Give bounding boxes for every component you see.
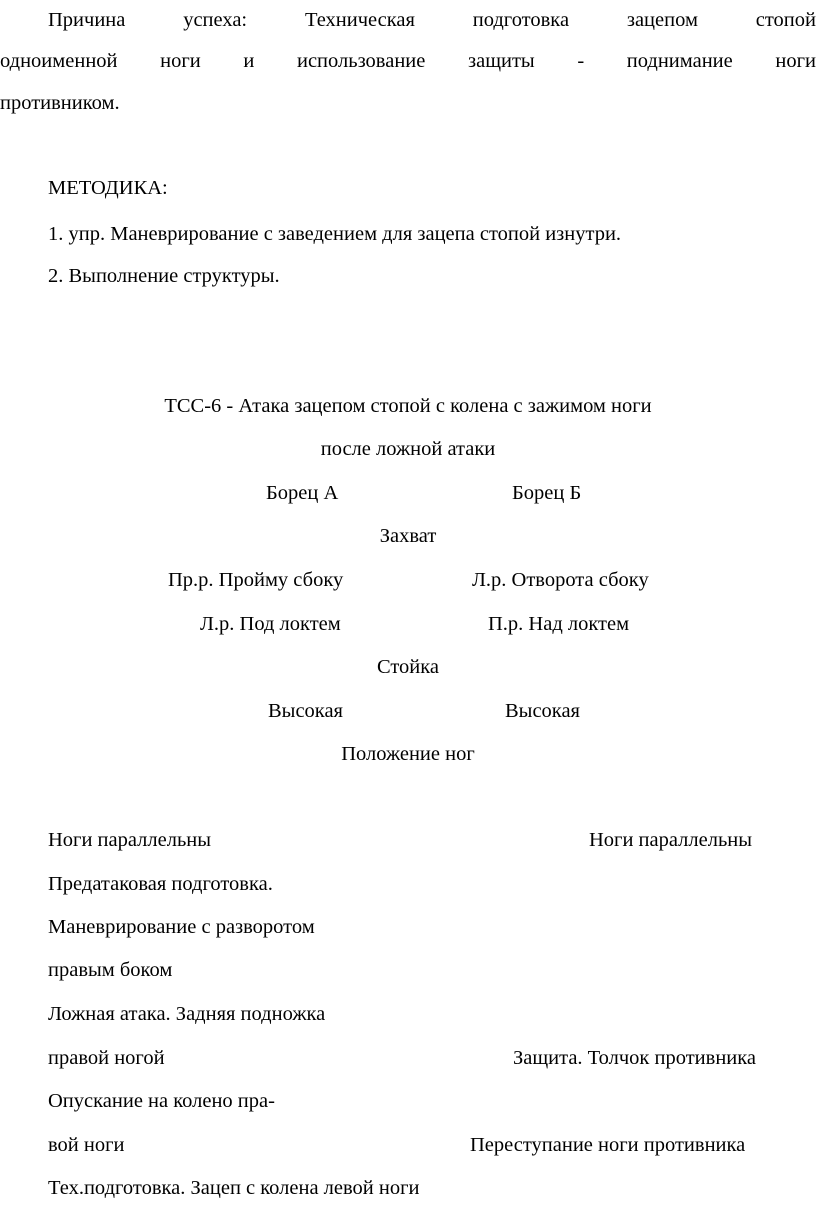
grip-b-right-hand: П.р. Над локтем	[488, 613, 630, 635]
feet-b: Ноги параллельны	[589, 829, 753, 851]
intro-line-3: противником.	[0, 92, 120, 114]
stance-a: Высокая	[268, 700, 343, 722]
sequence-line: правой ногой	[48, 1047, 165, 1069]
intro-line-1	[0, 10, 816, 31]
feet-heading: Положение ног	[341, 743, 475, 765]
intro-word: подготовка	[472, 9, 570, 31]
intro-word: защиты	[468, 50, 535, 72]
sequence-line: Опускание на колено пра-	[48, 1090, 275, 1112]
intro-word: -	[577, 50, 585, 72]
grip-b-left-hand: Л.р. Отворота сбоку	[472, 569, 649, 591]
intro-word: зацепом	[626, 9, 698, 31]
structure-subtitle: после ложной атаки	[320, 438, 496, 460]
sequence-line: вой ноги	[48, 1134, 125, 1156]
feet-a: Ноги параллельны	[48, 829, 212, 851]
sequence-line: Ложная атака. Задняя подножка	[48, 1003, 326, 1025]
sequence-line-defense: Переступание ноги противника	[470, 1134, 746, 1156]
intro-word: ноги	[160, 50, 201, 72]
grip-a-left-hand: Л.р. Под локтем	[200, 613, 341, 635]
intro-word: и	[243, 50, 255, 72]
sequence-line-defense: Защита. Толчок противника	[513, 1047, 757, 1069]
wrestler-a-label: Борец А	[266, 482, 339, 504]
structure-title: ТСС-6 - Атака зацепом стопой с колена с зажимом ноги	[164, 395, 652, 417]
sequence-line: Тех.подготовка. Зацеп с колена левой ноги	[48, 1177, 420, 1199]
sequence-line: Предатаковая подготовка.	[48, 873, 273, 895]
grip-a-right-hand: Пр.р. Пройму сбоку	[168, 569, 344, 591]
method-item-1: 1. упр. Маневрирование с заведением для зацепа стопой изнутри.	[48, 223, 622, 245]
intro-word: стопой	[755, 9, 816, 31]
grip-heading: Захват	[379, 525, 437, 547]
intro-word: поднимание	[626, 50, 733, 72]
intro-word: использование	[296, 50, 426, 72]
intro-word: ноги	[775, 50, 816, 72]
intro-word: одноименной	[0, 50, 118, 72]
wrestler-b-label: Борец Б	[512, 482, 582, 504]
sequence-line: правым боком	[48, 959, 173, 981]
method-heading: МЕТОДИКА:	[48, 177, 168, 199]
intro-word: успеха:	[183, 9, 248, 31]
intro-word: Причина	[48, 9, 126, 31]
intro-word: Техническая	[304, 9, 415, 31]
intro-line-2	[0, 51, 816, 72]
sequence-line: Маневрирование с разворотом	[48, 916, 315, 938]
method-item-2: 2. Выполнение структуры.	[48, 265, 280, 287]
stance-heading: Стойка	[376, 656, 440, 678]
stance-b: Высокая	[505, 700, 580, 722]
